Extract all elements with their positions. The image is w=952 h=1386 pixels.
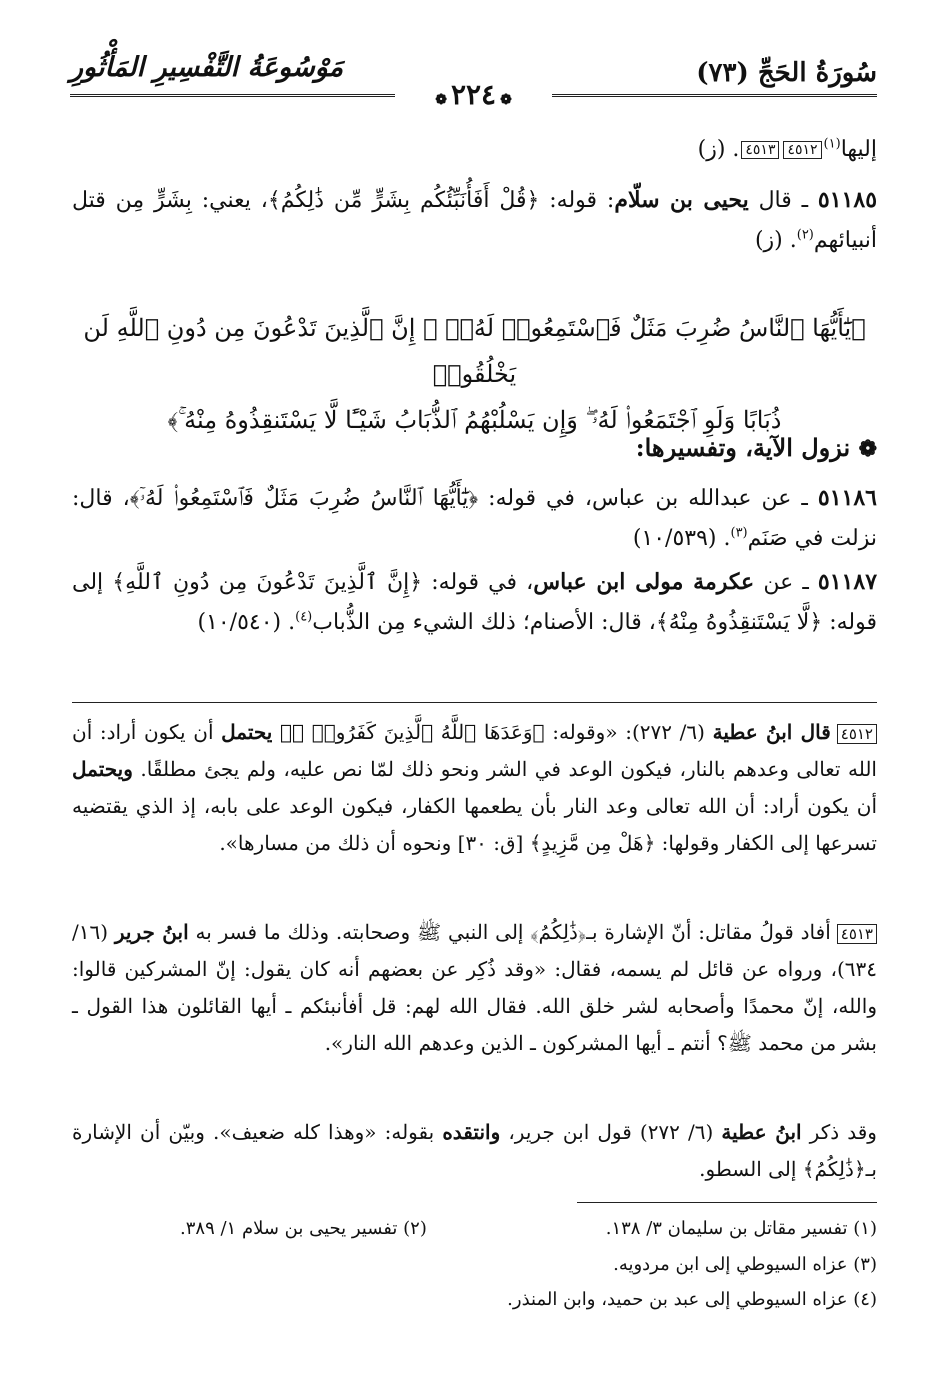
header-rule-left — [70, 94, 395, 97]
book-title: مَوْسُوعَةُ التَّفْسِيرِ المَأْثُورِ — [70, 52, 344, 83]
note-ref-badge: ٤٥١٣ — [837, 924, 877, 944]
hadith-51187: ٥١١٨٧ ـ عن عكرمة مولى ابن عباس، في قوله: ﴿إِنَّ ٱلَّذِينَ تَدْعُونَ مِن دُونِ ٱللَّهِ﴾ إلى قوله: ﴿لَّا يَسْتَنقِذُوهُ مِنْهُ﴾، قال: الأصنام؛ ذلك الشيء مِن الذُّباب$^{(٤)}$. (١٠/٥٤٠) — [72, 569, 878, 635]
cross-ref-badge: ٤٥١٣ — [741, 141, 779, 159]
ornament-icon: ❁ — [500, 92, 512, 108]
page-number: ❁ ٢٢٤ ❁ — [417, 78, 530, 111]
flower-icon: ❁ — [858, 436, 877, 462]
header-rule-right — [552, 94, 877, 97]
cross-ref-badge: ٤٥١٢ — [783, 141, 821, 159]
note-4513: ٤٥١٣أفاد قولُ مقاتل: أنّ الإشارة بـ﴿ذَٰلِكُمُ﴾ إلى النبي ﷺ وصحابته. وذلك ما فسر به ابنُ جرير (١٦/ ٦٣٤)، ورواه عن قائل لم يسمه، فقال: «وقد ذُكِر عن بعضهم أنه كان يقول: إنّ المشركين قالوا: والله، إنّ محمدًا وأصحابه لشر خلق الله. فقال الله لهم: قل أفأنبئكم ـ أيها القائلون هذا القول ـ بشر من محمد ﷺ؟ أنتم ـ أيها المشركون ـ الذين وعدهم الله النار». — [72, 920, 877, 1055]
notes-separator — [72, 702, 877, 703]
page-header — [70, 50, 877, 110]
quran-verse — [72, 305, 877, 443]
note-ref-badge: ٤٥١٢ — [837, 724, 877, 744]
footnote-3: (٣) عزاه السيوطي إلى ابن مردويه. — [613, 1254, 877, 1275]
section-heading: ❁ نزول الآية، وتفسيرها: — [635, 433, 877, 462]
verse-line: ﴿يَٰٓأَيُّهَا ٱلنَّاسُ ضُرِبَ مَثَلٌ فَٱسْتَمِعُوا۟ لَهُۥٓ ۚ إِنَّ ٱلَّذِينَ تَدْعُونَ مِن دُونِ ٱللَّهِ لَن يَخْلُقُوا۟ — [83, 314, 866, 388]
hadith-51186: ٥١١٨٦ ـ عن عبدالله بن عباس، في قوله: ﴿يَٰٓأَيُّهَا ٱلنَّاسُ ضُرِبَ مَثَلٌ فَٱسْتَمِعُوا۟ لَهُۥٓ﴾، قال: نزلت في صَنَم$^{(٣)}$. (١٠/٥٣٩) — [72, 485, 877, 551]
continuation-line: إليها$^{(١)}$٤٥١٢٤٥١٣. (ز) — [697, 136, 877, 162]
footnote-2: (٢) تفسير يحيى بن سلام ١/ ٣٨٩. — [180, 1218, 427, 1239]
verse-line: ذُبَابًا وَلَوِ ٱجْتَمَعُوا۟ لَهُۥ ۖ وَإِن يَسْلُبْهُمُ ٱلذُّبَابُ شَيْـًٔا لَّا يَسْتَنقِذُوهُ مِنْهُ ۚ﴾ — [167, 406, 782, 434]
ornament-icon: ❁ — [435, 92, 447, 108]
footnotes-separator — [577, 1202, 877, 1203]
surah-title: سُورَةُ الحَجِّ (٧٣) — [696, 58, 877, 88]
note-4512: ٤٥١٢قال ابنُ عطية (٦/ ٢٧٢): «وقوله: ﴿وَعَدَهَا ٱللَّهُ ٱلَّذِينَ كَفَرُوا۟ ۖ﴾ يحتمل أن يكون أراد: أن الله تعالى وعدهم بالنار، فيكون الوعد في الشر ونحو ذلك لمّا نص عليه، ولم يجئ مطلقًا. ويحتمل أن يكون أراد: أن الله تعالى وعد النار بأن يطعمها الكفار، فيكون الوعد على بابه، إذ الذي يقتضيه تسرعها إلى الكفار وقولها: ﴿هَلْ مِن مَّزِيدٍ﴾ [ق: ٣٠] ونحوه أن ذلك من مسارها». — [72, 720, 877, 855]
footnote-4: (٤) عزاه السيوطي إلى عبد بن حميد، وابن المنذر. — [507, 1289, 877, 1310]
hadith-51185: ٥١١٨٥ ـ قال يحيى بن سلّام: قوله: ﴿قُلْ أَفَأُنَبِّئُكُم بِشَرٍّ مِّن ذَٰلِكُمُ﴾، يعني: بِشَرٍّ مِن قتل أنبيائهم$^{(٢)}$. (ز) — [72, 187, 878, 253]
note-extra: وقد ذكر ابنُ عطية (٦/ ٢٧٢) قول ابن جرير، وانتقده بقوله: «وهذا كله ضعيف». وبيّن أن الإشارة بـ﴿ذَٰلِكُمُ﴾ إلى السطو. — [72, 1120, 877, 1181]
footnote-1: (١) تفسير مقاتل بن سليمان ٣/ ١٣٨. — [605, 1218, 877, 1239]
